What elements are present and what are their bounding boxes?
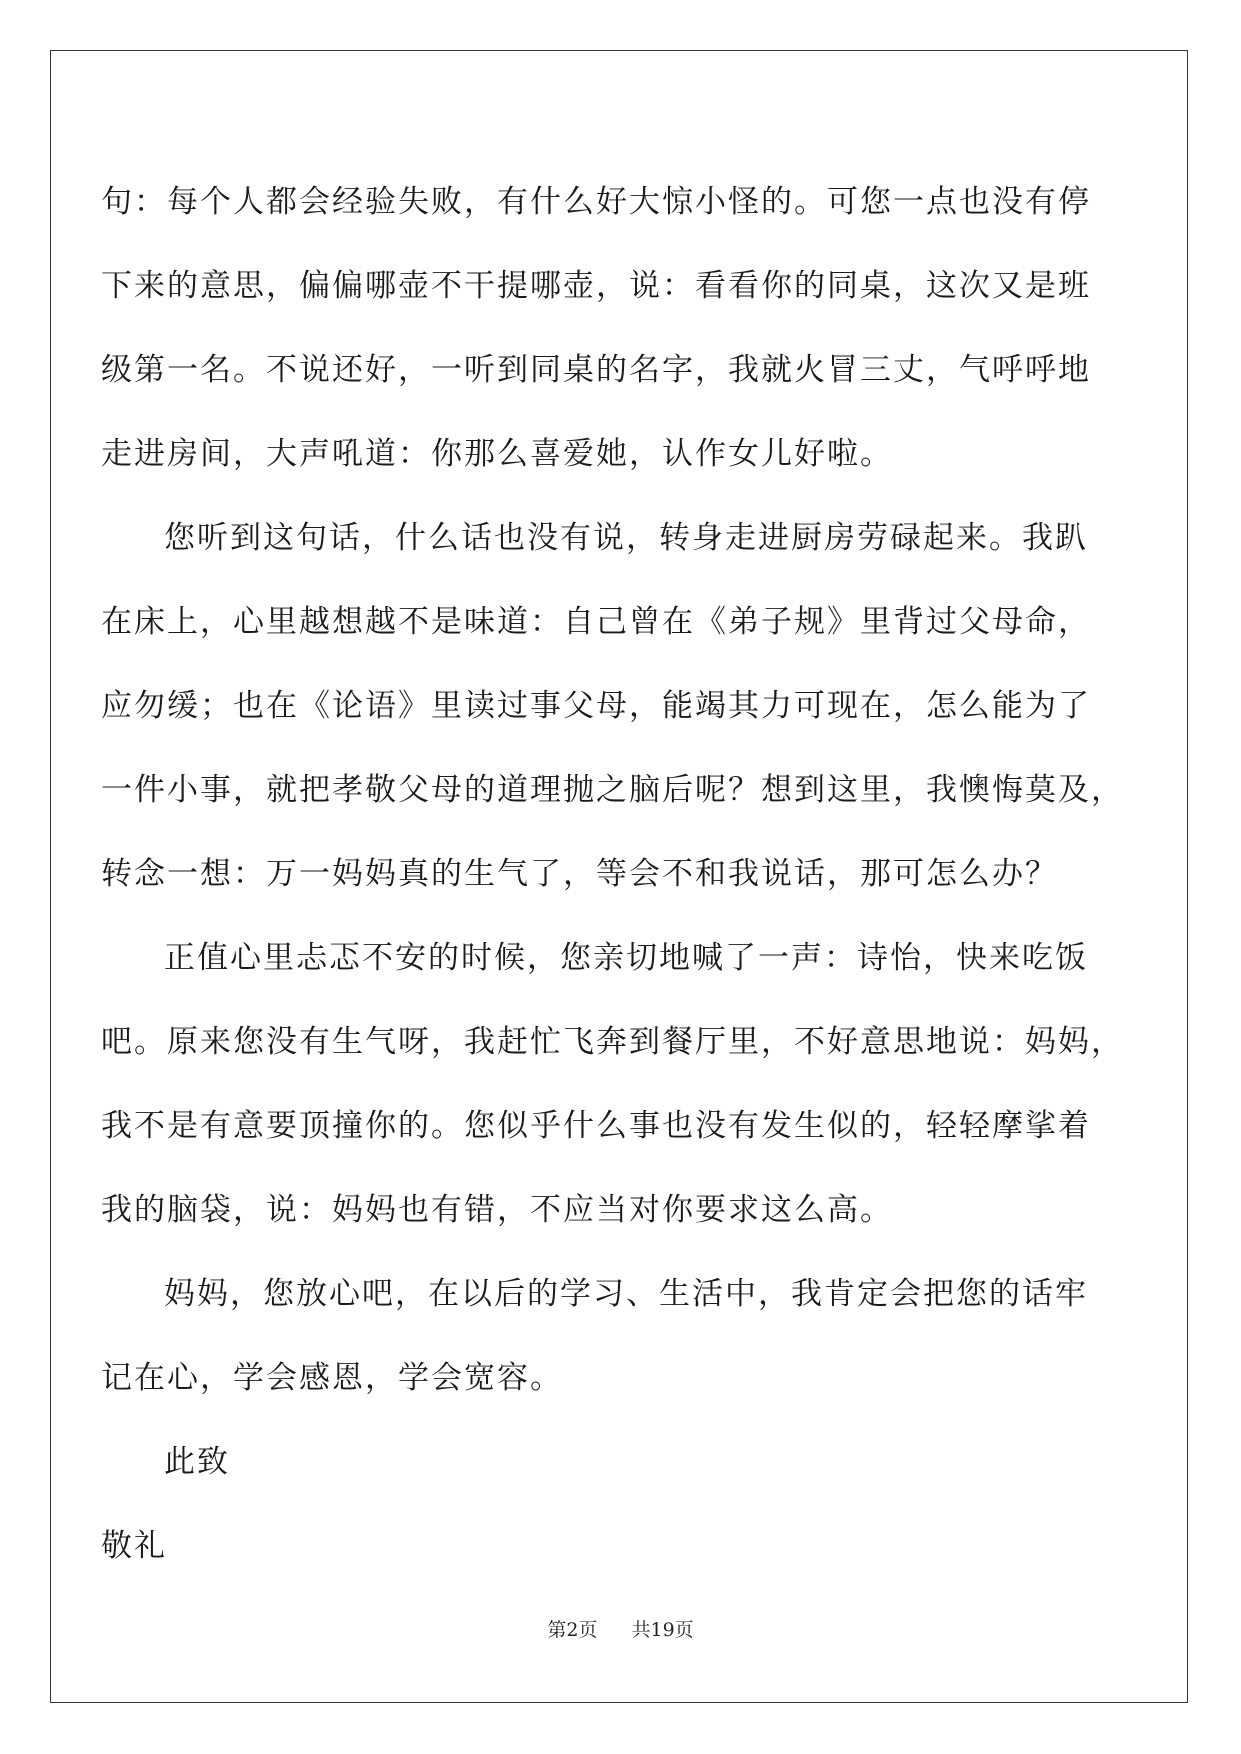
text-line: 您听到这句话，什么话也没有说，转身走进厨房劳碌起来。我趴: [164, 520, 1088, 556]
text-line: 记在心，学会感恩，学会宽容。: [101, 1360, 563, 1396]
page-footer: [0, 1615, 1241, 1642]
text-line: 下来的意思，偏偏哪壶不干提哪壶，说：看看你的同桌，这次又是班: [101, 268, 1091, 304]
letter-body: [101, 160, 1124, 1588]
text-line: 我不是有意要顶撞你的。您似乎什么事也没有发生似的，轻轻摩挲着: [101, 1108, 1091, 1144]
closing-salutation: 此致: [164, 1444, 230, 1480]
text-line: 转念一想：万一妈妈真的生气了，等会不和我说话，那可怎么办？: [101, 856, 1058, 892]
paragraph-2: [101, 496, 1124, 916]
text-line: 应勿缓；也在《论语》里读过事父母，能竭其力可现在，怎么能为了: [101, 688, 1091, 724]
text-line: 我的脑袋，说：妈妈也有错，不应当对你要求这么高。: [101, 1192, 893, 1228]
paragraph-4: [101, 1252, 1101, 1420]
page-total: 共19页: [631, 1619, 694, 1641]
text-line: 一件小事，就把孝敬父母的道理抛之脑后呢？想到这里，我懊悔莫及，: [101, 772, 1124, 808]
paragraph-3: [101, 916, 1124, 1252]
text-line: 级第一名。不说还好，一听到同桌的名字，我就火冒三丈，气呼呼地: [101, 352, 1091, 388]
text-line: 妈妈，您放心吧，在以后的学习、生活中，我肯定会把您的话牢: [164, 1276, 1088, 1312]
page-number: 第2页: [547, 1619, 598, 1641]
text-line: 正值心里忐忑不安的时候，您亲切地喊了一声：诗怡，快来吃饭: [164, 940, 1088, 976]
text-line: 吧。原来您没有生气呀，我赶忙飞奔到餐厅里，不好意思地说：妈妈，: [101, 1024, 1124, 1060]
text-line: 在床上，心里越想越不是味道：自己曾在《弟子规》里背过父母命，: [101, 604, 1091, 640]
text-line: 走进房间，大声吼道：你那么喜爱她，认作女儿好啦。: [101, 436, 893, 472]
text-line: 句：每个人都会经验失败，有什么好大惊小怪的。可您一点也没有停: [101, 184, 1091, 220]
closing-regards: 敬礼: [101, 1528, 167, 1564]
paragraph-1: [101, 160, 1101, 496]
